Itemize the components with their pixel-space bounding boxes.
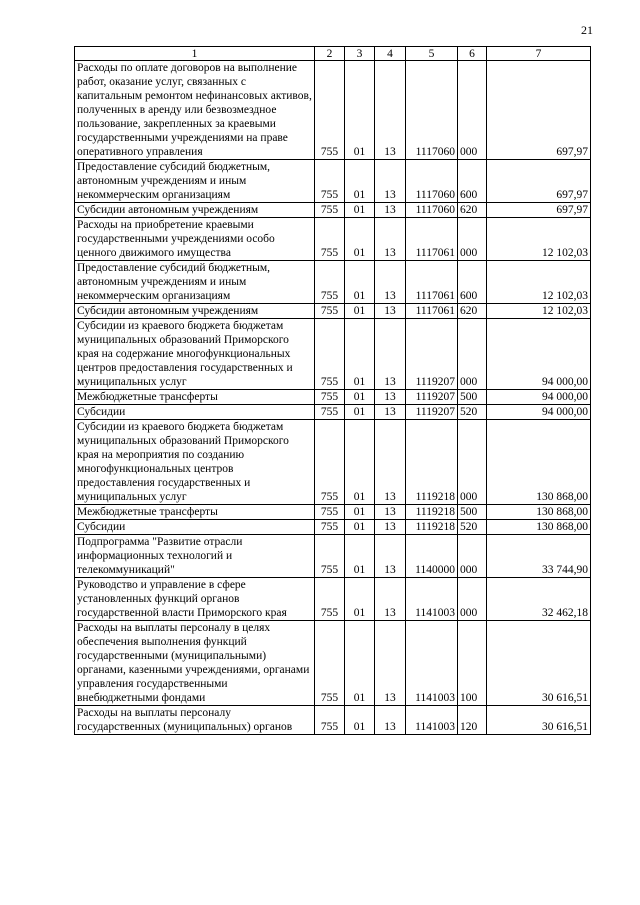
table-row — [75, 160, 591, 203]
expense-type-cell: 620 — [458, 304, 487, 319]
expense-name-cell: Расходы на приобретение краевыми государственными учреждениями особо ценного движимого имущества — [75, 218, 315, 261]
expense-type-cell: 000 — [458, 578, 487, 621]
section-code-cell: 01 — [345, 160, 375, 203]
amount-cell: 697,97 — [487, 203, 591, 218]
ministry-code-cell: 755 — [315, 261, 345, 304]
target-article-cell: 1141003 — [406, 578, 458, 621]
section-code-cell: 01 — [345, 621, 375, 706]
subsection-code-cell: 13 — [375, 535, 406, 578]
amount-cell: 30 616,51 — [487, 621, 591, 706]
subsection-code-cell: 13 — [375, 505, 406, 520]
subsection-code-cell: 13 — [375, 520, 406, 535]
table-row — [75, 621, 591, 706]
target-article-cell: 1141003 — [406, 621, 458, 706]
subsection-code-cell: 13 — [375, 160, 406, 203]
subsection-code-cell: 13 — [375, 304, 406, 319]
ministry-code-cell: 755 — [315, 304, 345, 319]
amount-cell: 130 868,00 — [487, 420, 591, 505]
ministry-code-cell: 755 — [315, 160, 345, 203]
column-header: 3 — [345, 47, 375, 61]
expense-type-cell: 600 — [458, 160, 487, 203]
ministry-code-cell: 755 — [315, 390, 345, 405]
section-code-cell: 01 — [345, 319, 375, 390]
target-article-cell: 1119207 — [406, 390, 458, 405]
ministry-code-cell: 755 — [315, 203, 345, 218]
expense-type-cell: 500 — [458, 390, 487, 405]
expense-name-cell: Субсидии из краевого бюджета бюджетам муниципальных образований Приморского края на содержание многофункциональных центров предоставления государственных и муниципальных услуг — [75, 319, 315, 390]
subsection-code-cell: 13 — [375, 319, 406, 390]
section-code-cell: 01 — [345, 405, 375, 420]
amount-cell: 30 616,51 — [487, 706, 591, 735]
section-code-cell: 01 — [345, 520, 375, 535]
ministry-code-cell: 755 — [315, 706, 345, 735]
amount-cell: 12 102,03 — [487, 261, 591, 304]
expense-name-cell: Предоставление субсидий бюджетным, автономным учреждениям и иным некоммерческим организациям — [75, 160, 315, 203]
subsection-code-cell: 13 — [375, 61, 406, 160]
expense-name-cell: Расходы на выплаты персоналу в целях обеспечения выполнения функций государственными (муниципальными) органами, казенными учреждениями, органами управления государственными внебюджетными фондами — [75, 621, 315, 706]
table-row — [75, 61, 591, 160]
section-code-cell: 01 — [345, 390, 375, 405]
budget-table — [74, 46, 591, 735]
target-article-cell: 1140000 — [406, 535, 458, 578]
column-header: 4 — [375, 47, 406, 61]
table-row — [75, 203, 591, 218]
target-article-cell: 1141003 — [406, 706, 458, 735]
expense-name-cell: Субсидии автономным учреждениям — [75, 203, 315, 218]
expense-name-cell: Субсидии — [75, 405, 315, 420]
amount-cell: 130 868,00 — [487, 520, 591, 535]
expense-type-cell: 120 — [458, 706, 487, 735]
amount-cell: 130 868,00 — [487, 505, 591, 520]
section-code-cell: 01 — [345, 706, 375, 735]
table-row — [75, 405, 591, 420]
ministry-code-cell: 755 — [315, 535, 345, 578]
table-row — [75, 304, 591, 319]
amount-cell: 94 000,00 — [487, 390, 591, 405]
section-code-cell: 01 — [345, 218, 375, 261]
subsection-code-cell: 13 — [375, 578, 406, 621]
expense-type-cell: 500 — [458, 505, 487, 520]
amount-cell: 94 000,00 — [487, 405, 591, 420]
section-code-cell: 01 — [345, 304, 375, 319]
ministry-code-cell: 755 — [315, 578, 345, 621]
subsection-code-cell: 13 — [375, 405, 406, 420]
column-header: 1 — [75, 47, 315, 61]
amount-cell: 697,97 — [487, 160, 591, 203]
expense-name-cell: Руководство и управление в сфере установленных функций органов государственной власти Приморского края — [75, 578, 315, 621]
target-article-cell: 1119218 — [406, 505, 458, 520]
table-row — [75, 390, 591, 405]
table-row — [75, 261, 591, 304]
expense-name-cell: Подпрограмма "Развитие отрасли информационных технологий и телекоммуникаций" — [75, 535, 315, 578]
target-article-cell: 1117060 — [406, 61, 458, 160]
subsection-code-cell: 13 — [375, 706, 406, 735]
expense-type-cell: 520 — [458, 405, 487, 420]
ministry-code-cell: 755 — [315, 61, 345, 160]
ministry-code-cell: 755 — [315, 405, 345, 420]
expense-type-cell: 620 — [458, 203, 487, 218]
ministry-code-cell: 755 — [315, 520, 345, 535]
subsection-code-cell: 13 — [375, 420, 406, 505]
expense-name-cell: Субсидии из краевого бюджета бюджетам муниципальных образований Приморского края на мероприятия по созданию многофункциональных центров предоставления государственных и муниципальных услуг — [75, 420, 315, 505]
target-article-cell: 1119207 — [406, 319, 458, 390]
table-row — [75, 218, 591, 261]
expense-type-cell: 000 — [458, 218, 487, 261]
ministry-code-cell: 755 — [315, 420, 345, 505]
table-row — [75, 535, 591, 578]
ministry-code-cell: 755 — [315, 505, 345, 520]
section-code-cell: 01 — [345, 535, 375, 578]
subsection-code-cell: 13 — [375, 390, 406, 405]
target-article-cell: 1119218 — [406, 420, 458, 505]
target-article-cell: 1117060 — [406, 203, 458, 218]
section-code-cell: 01 — [345, 578, 375, 621]
target-article-cell: 1119218 — [406, 520, 458, 535]
table-row — [75, 505, 591, 520]
section-code-cell: 01 — [345, 505, 375, 520]
target-article-cell: 1117061 — [406, 261, 458, 304]
expense-name-cell: Субсидии автономным учреждениям — [75, 304, 315, 319]
amount-cell: 12 102,03 — [487, 304, 591, 319]
expense-type-cell: 000 — [458, 61, 487, 160]
expense-name-cell: Субсидии — [75, 520, 315, 535]
expense-type-cell: 600 — [458, 261, 487, 304]
subsection-code-cell: 13 — [375, 261, 406, 304]
column-header: 6 — [458, 47, 487, 61]
table-row — [75, 319, 591, 390]
amount-cell: 94 000,00 — [487, 319, 591, 390]
column-header: 7 — [487, 47, 591, 61]
expense-name-cell: Расходы по оплате договоров на выполнение работ, оказание услуг, связанных с капитальным ремонтом нефинансовых активов, полученных в аренду или безвозмездное пользование, закрепленных за краевыми государственными учреждениями на праве оперативного управления — [75, 61, 315, 160]
subsection-code-cell: 13 — [375, 203, 406, 218]
table-row — [75, 578, 591, 621]
amount-cell: 697,97 — [487, 61, 591, 160]
target-article-cell: 1119207 — [406, 405, 458, 420]
table-row — [75, 420, 591, 505]
amount-cell: 33 744,90 — [487, 535, 591, 578]
target-article-cell: 1117060 — [406, 160, 458, 203]
ministry-code-cell: 755 — [315, 621, 345, 706]
expense-type-cell: 000 — [458, 535, 487, 578]
expense-type-cell: 520 — [458, 520, 487, 535]
column-header: 2 — [315, 47, 345, 61]
expense-type-cell: 000 — [458, 420, 487, 505]
page-number: 21 — [581, 23, 593, 37]
section-code-cell: 01 — [345, 61, 375, 160]
amount-cell: 12 102,03 — [487, 218, 591, 261]
expense-name-cell: Предоставление субсидий бюджетным, автономным учреждениям и иным некоммерческим организациям — [75, 261, 315, 304]
amount-cell: 32 462,18 — [487, 578, 591, 621]
subsection-code-cell: 13 — [375, 621, 406, 706]
ministry-code-cell: 755 — [315, 218, 345, 261]
table-row — [75, 520, 591, 535]
expense-name-cell: Расходы на выплаты персоналу государственных (муниципальных) органов — [75, 706, 315, 735]
target-article-cell: 1117061 — [406, 304, 458, 319]
table-row — [75, 706, 591, 735]
section-code-cell: 01 — [345, 203, 375, 218]
expense-type-cell: 100 — [458, 621, 487, 706]
expense-name-cell: Межбюджетные трансферты — [75, 505, 315, 520]
expense-name-cell: Межбюджетные трансферты — [75, 390, 315, 405]
column-header: 5 — [406, 47, 458, 61]
subsection-code-cell: 13 — [375, 218, 406, 261]
target-article-cell: 1117061 — [406, 218, 458, 261]
header-row — [75, 47, 591, 61]
ministry-code-cell: 755 — [315, 319, 345, 390]
section-code-cell: 01 — [345, 261, 375, 304]
section-code-cell: 01 — [345, 420, 375, 505]
expense-type-cell: 000 — [458, 319, 487, 390]
